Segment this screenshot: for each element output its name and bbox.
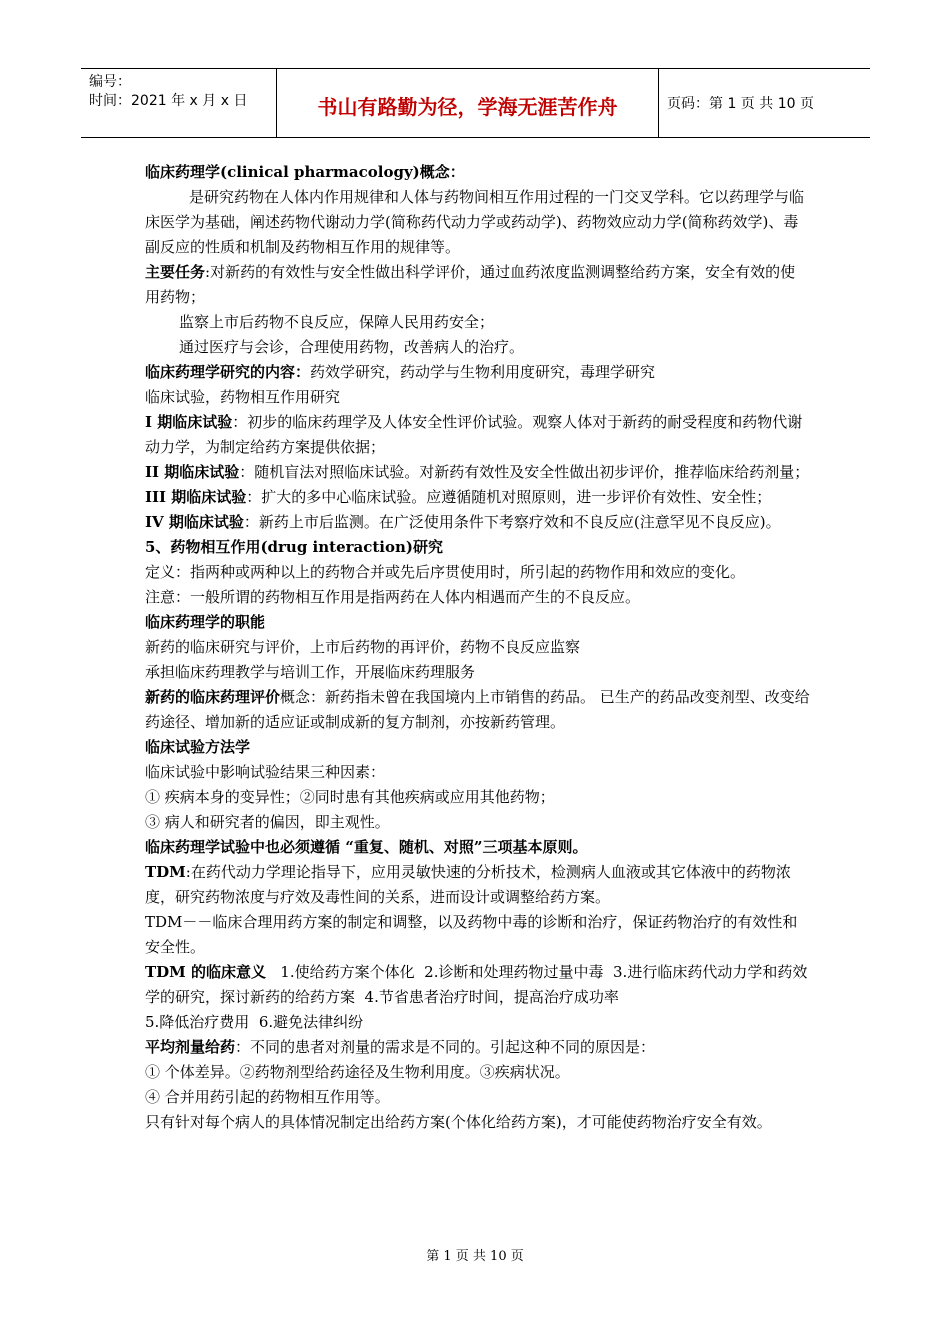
paragraph-tdm-significance xyxy=(145,960,810,1010)
tdm-significance-text: 1.使给药方案个体化 2.诊断和处理药物过量中毒 3.进行临床药代动力学和药效学的研究，探讨新药的给药方案 4.节省患者治疗时间，提高治疗成功率 xyxy=(145,963,808,1006)
tdm-significance-heading: TDM 的临床意义 xyxy=(145,963,266,981)
paragraph-duty-2: 承担临床药理教学与培训工作，开展临床药理服务 xyxy=(145,663,476,681)
phase-1-heading: I 期临床试验 xyxy=(145,413,233,431)
paragraph-average-dose xyxy=(145,1035,810,1060)
header-motto-cell xyxy=(277,69,659,137)
paragraph-definition: 定义：指两种或两种以上的药物合并或先后序贯使用时，所引起的药物作用和效应的变化。 xyxy=(145,563,746,581)
document-body xyxy=(145,160,810,1135)
paragraph-average-dose-4: 只有针对每个病人的具体情况制定出给药方案(个体化给药方案)，才可能使药物治疗安全有效。 xyxy=(145,1113,772,1131)
paragraph-research-2: 临床试验，药物相互作用研究 xyxy=(145,388,341,406)
average-dose-text: ：不同的患者对剂量的需求是不同的。引起这种不同的原因是： xyxy=(235,1038,656,1056)
paragraph-task xyxy=(145,260,810,310)
phase-4-heading: IV 期临床试验 xyxy=(145,513,244,531)
tdm-heading: TDM xyxy=(145,863,186,881)
paragraph-tdm-2: TDM－－临床合理用药方案的制定和调整，以及药物中毒的诊断和治疗，保证药物治疗的有效性和安全性。 xyxy=(145,913,798,956)
research-text: 药效学研究，药动学与生物利用度研究，毒理学研究 xyxy=(310,363,656,381)
paragraph-research xyxy=(145,360,810,385)
page-footer: 第 1 页 共 10 页 xyxy=(426,1249,524,1264)
new-drug-heading: 新药的临床药理评价 xyxy=(145,688,281,706)
heading-method: 临床试验方法学 xyxy=(145,738,251,756)
paragraph-phase-2 xyxy=(145,460,810,485)
paragraph-tdm xyxy=(145,860,810,910)
phase-1-text: ：初步的临床药理学及人体安全性评价试验。观察人体对于新药的耐受程度和药物代谢动力学，为制定给药方案提供依据； xyxy=(145,413,803,456)
phase-2-heading: II 期临床试验 xyxy=(145,463,240,481)
header-page-cell xyxy=(659,69,870,137)
paragraph-phase-1 xyxy=(145,410,810,460)
paragraph-task-2: 监察上市后药物不良反应，保障人民用药安全； xyxy=(179,313,495,331)
paragraph-duty-1: 新药的临床研究与评价，上市后药物的再评价，药物不良反应监察 xyxy=(145,638,581,656)
task-text: :对新药的有效性与安全性做出科学评价，通过血药浓度监测调整给药方案，安全有效的使用药物； xyxy=(145,263,796,306)
doc-number-label: 编号： xyxy=(89,74,131,90)
paragraph-method-1: 临床试验中影响试验结果三种因素： xyxy=(145,763,386,781)
phase-2-text: ：随机盲法对照临床试验。对新药有效性及安全性做出初步评价，推荐临床给药剂量； xyxy=(239,463,810,481)
paragraph-note: 注意：一般所谓的药物相互作用是指两药在人体内相遇而产生的不良反应。 xyxy=(145,588,641,606)
heading-duty: 临床药理学的职能 xyxy=(145,613,266,631)
heading-principle: 临床药理学试验中也必须遵循 “重复、随机、对照”三项基本原则。 xyxy=(145,838,588,856)
paragraph-task-3: 通过医疗与会诊，合理使用药物，改善病人的治疗。 xyxy=(179,338,525,356)
task-heading: 主要任务 xyxy=(145,263,206,281)
research-heading: 临床药理学研究的内容： xyxy=(145,363,311,381)
tdm-text: :在药代动力学理论指导下，应用灵敏快速的分析技术，检测病人血液或其它体液中的药物浓度，研究药物浓度与疗效及毒性间的关系，进而设计或调整给药方案。 xyxy=(145,863,791,906)
date-label: 时间：2021 年 x 月 x 日 xyxy=(89,93,248,109)
paragraph-concept: 是研究药物在人体内作用规律和人体与药物间相互作用过程的一门交叉学科。它以药理学与临床医学为基础，阐述药物代谢动力学(简称药代动力学或药动学)、药物效应动力学(简称药效学)、毒副反应的性质和机制及药物相互作用的规律等。 xyxy=(145,188,805,256)
heading-concept: 临床药理学(clinical pharmacology)概念： xyxy=(145,163,465,181)
paragraph-phase-3 xyxy=(145,485,810,510)
paragraph-method-2: ① 疾病本身的变异性；②同时患有其他疾病或应用其他药物； xyxy=(145,788,555,806)
paragraph-tdm-significance-2: 5.降低治疗费用 6.避免法律纠纷 xyxy=(145,1013,364,1031)
phase-4-text: ：新药上市后监测。在广泛使用条件下考察疗效和不良反应(注意罕见不良反应)。 xyxy=(243,513,781,531)
average-dose-heading: 平均剂量给药 xyxy=(145,1038,236,1056)
paragraph-average-dose-2: ① 个体差异。②药物剂型给药途径及生物利用度。③疾病状况。 xyxy=(145,1063,570,1081)
motto-text: 书山有路勤为径，学海无涯苦作舟 xyxy=(317,95,618,119)
page-header xyxy=(81,68,870,138)
heading-interaction: 5、药物相互作用(drug interaction)研究 xyxy=(145,538,444,556)
header-info-cell xyxy=(81,69,277,137)
paragraph-average-dose-3: ④ 合并用药引起的药物相互作用等。 xyxy=(145,1088,390,1106)
phase-3-heading: III 期临床试验 xyxy=(145,488,247,506)
phase-3-text: ：扩大的多中心临床试验。应遵循随机对照原则，进一步评价有效性、安全性； xyxy=(246,488,772,506)
page-number-label: 页码：第 1 页 共 10 页 xyxy=(667,96,814,112)
paragraph-new-drug xyxy=(145,685,810,735)
paragraph-phase-4 xyxy=(145,510,810,535)
paragraph-method-3: ③ 病人和研究者的偏因，即主观性。 xyxy=(145,813,390,831)
new-drug-text: 概念：新药指未曾在我国境内上市销售的药品。 已生产的药品改变剂型、改变给药途径、增加新的适应证或制成新的复方制剂，亦按新药管理。 xyxy=(145,688,810,731)
